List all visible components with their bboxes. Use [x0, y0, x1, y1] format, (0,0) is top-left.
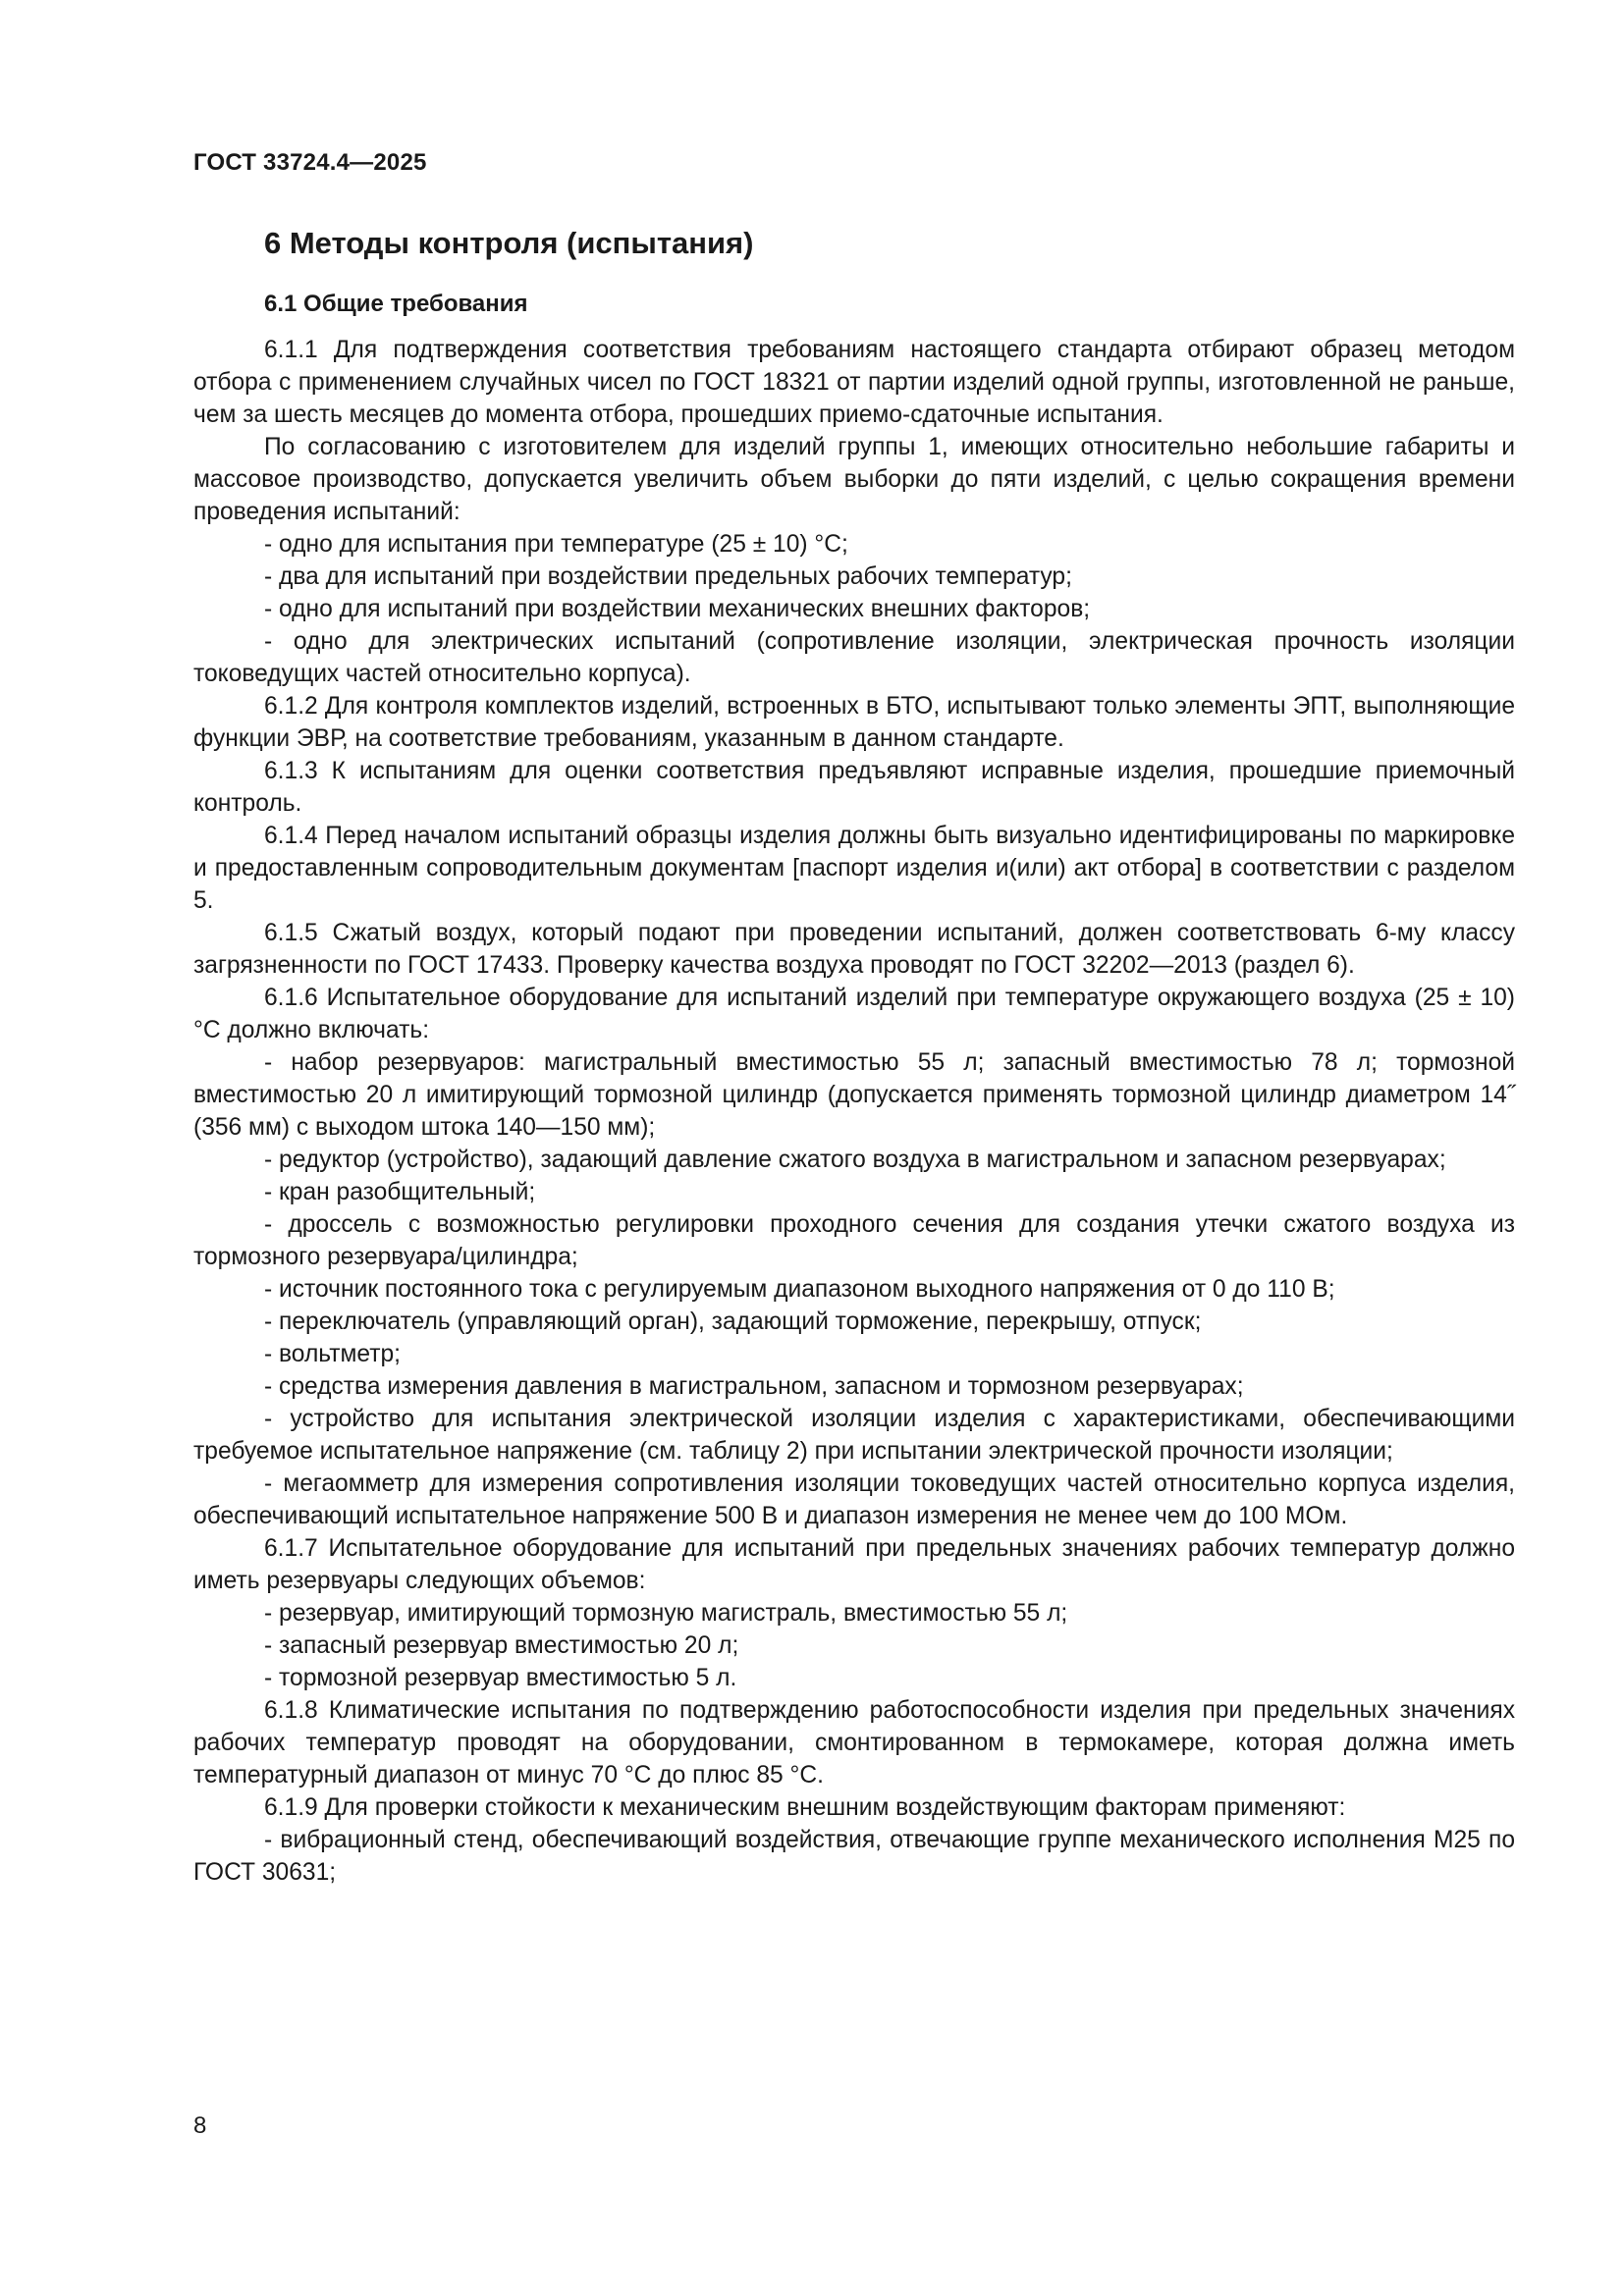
subsection-title: 6.1 Общие требования	[264, 291, 528, 317]
paragraph: По согласованию с изготовителем для изделий группы 1, имеющих относительно небольшие габариты и массовое производство, допускается увеличить объем выборки до пяти изделий, с целью сокращения времени проведения испытаний:	[193, 434, 1515, 525]
list-item: - набор резервуаров: магистральный вместимостью 55 л; запасный вместимостью 78 л; тормозной вместимостью 20 л имитирующий тормозной цилиндр (допускается применять тормозной цилиндр диаметром 14˝ (356 мм) с выходом штока 140—150 мм);	[193, 1049, 1515, 1141]
page-number: 8	[193, 2112, 207, 2139]
document-code: ГОСТ 33724.4—2025	[193, 149, 427, 176]
list-item: - переключатель (управляющий орган), задающий торможение, перекрышу, отпуск;	[264, 1308, 1202, 1335]
paragraph: 6.1.6 Испытательное оборудование для испытаний изделий при температуре окружающего воздуха (25 ± 10) °С должно включать:	[193, 985, 1515, 1043]
paragraph: 6.1.2 Для контроля комплектов изделий, встроенных в БТО, испытывают только элементы ЭПТ, выполняющие функции ЭВР, на соответствие требованиям, указанным в данном стандарте.	[193, 693, 1515, 752]
list-item: - тормозной резервуар вместимостью 5 л.	[264, 1665, 737, 1691]
list-item: - два для испытаний при воздействии предельных рабочих температур;	[264, 563, 1072, 590]
paragraph: 6.1.3 К испытаниям для оценки соответствия предъявляют исправные изделия, прошедшие приемочный контроль.	[193, 758, 1515, 817]
list-item: - вибрационный стенд, обеспечивающий воздействия, отвечающие группе механического исполнения М25 по ГОСТ 30631;	[193, 1827, 1515, 1886]
list-item: - одно для испытания при температуре (25 ± 10) °С;	[264, 531, 848, 558]
list-item: - дроссель с возможностью регулировки проходного сечения для создания утечки сжатого воздуха из тормозного резервуара/цилиндра;	[193, 1211, 1515, 1270]
paragraph: 6.1.7 Испытательное оборудование для испытаний при предельных значениях рабочих температур должно иметь резервуары следующих объемов:	[193, 1535, 1515, 1594]
list-item: - источник постоянного тока с регулируемым диапазоном выходного напряжения от 0 до 110 В;	[264, 1276, 1335, 1303]
list-item: - одно для электрических испытаний (сопротивление изоляции, электрическая прочность изоляции токоведущих частей относительно корпуса).	[193, 628, 1515, 687]
list-item: - резервуар, имитирующий тормозную магистраль, вместимостью 55 л;	[264, 1600, 1068, 1627]
body-text	[193, 334, 1515, 1889]
list-item: - одно для испытаний при воздействии механических внешних факторов;	[264, 596, 1091, 622]
section-title: 6 Методы контроля (испытания)	[264, 226, 754, 260]
list-item: - устройство для испытания электрической изоляции изделия с характеристиками, обеспечивающими требуемое испытательное напряжение (см. таблицу 2) при испытании электрической прочности изоляции;	[193, 1406, 1515, 1465]
list-item: - редуктор (устройство), задающий давление сжатого воздуха в магистральном и запасном резервуарах;	[264, 1147, 1446, 1173]
paragraph: 6.1.4 Перед началом испытаний образцы изделия должны быть визуально идентифицированы по маркировке и предоставленным сопроводительным документам [паспорт изделия и(или) акт отбора] в соответствии с разделом 5.	[193, 823, 1515, 914]
list-item: - кран разобщительный;	[264, 1179, 536, 1205]
paragraph: 6.1.8 Климатические испытания по подтверждению работоспособности изделия при предельных значениях рабочих температур проводят на оборудовании, смонтированном в термокамере, которая должна иметь температурный диапазон от минус 70 °С до плюс 85 °С.	[193, 1697, 1515, 1789]
list-item: - вольтметр;	[264, 1341, 401, 1367]
list-item: - средства измерения давления в магистральном, запасном и тормозном резервуарах;	[264, 1373, 1244, 1400]
paragraph: 6.1.5 Сжатый воздух, который подают при проведении испытаний, должен соответствовать 6-му классу загрязненности по ГОСТ 17433. Проверку качества воздуха проводят по ГОСТ 32202—2013 (раздел 6).	[193, 920, 1515, 979]
list-item: - мегаомметр для измерения сопротивления изоляции токоведущих частей относительно корпуса изделия, обеспечивающий испытательное напряжение 500 В и диапазон измерения не менее чем до 100 МОм.	[193, 1470, 1515, 1529]
list-item: - запасный резервуар вместимостью 20 л;	[264, 1632, 739, 1659]
paragraph: 6.1.1 Для подтверждения соответствия требованиям настоящего стандарта отбирают образец методом отбора с применением случайных чисел по ГОСТ 18321 от партии изделий одной группы, изготовленной не раньше, чем за шесть месяцев до момента отбора, прошедших приемо-сдаточные испытания.	[193, 337, 1515, 428]
paragraph: 6.1.9 Для проверки стойкости к механическим внешним воздействующим факторам применяют:	[264, 1794, 1346, 1821]
